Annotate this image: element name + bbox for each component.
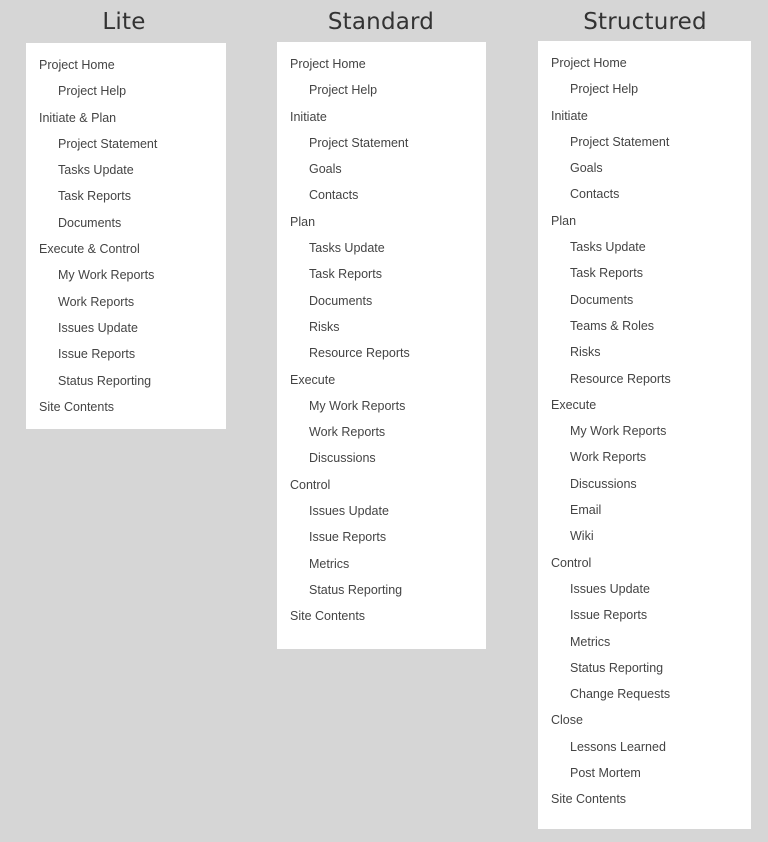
nav-link-structured-wiki[interactable]: Wiki <box>570 529 594 544</box>
nav-link-standard-task-reports[interactable]: Task Reports <box>309 267 382 282</box>
column-title-standard: Standard <box>327 9 435 35</box>
nav-link-lite-issues-update[interactable]: Issues Update <box>58 320 138 335</box>
nav-link-lite-work-reports[interactable]: Work Reports <box>58 294 135 309</box>
quick-launch-nav-structured <box>538 41 751 829</box>
nav-link-structured-discussions[interactable]: Discussions <box>570 476 637 491</box>
nav-link-standard-plan[interactable]: Plan <box>290 214 316 229</box>
nav-link-structured-status-reporting[interactable]: Status Reporting <box>570 660 664 675</box>
nav-link-structured-resource-reports[interactable]: Resource Reports <box>570 371 671 386</box>
nav-link-lite-site-contents[interactable]: Site Contents <box>39 399 115 414</box>
nav-link-structured-risks[interactable]: Risks <box>570 345 601 360</box>
nav-link-lite-issue-reports[interactable]: Issue Reports <box>58 347 136 362</box>
nav-link-standard-contacts[interactable]: Contacts <box>309 188 359 203</box>
nav-link-standard-execute[interactable]: Execute <box>290 372 336 387</box>
nav-link-lite-documents[interactable]: Documents <box>58 215 122 230</box>
nav-link-standard-project-help[interactable]: Project Help <box>309 83 378 98</box>
quick-launch-nav-lite <box>26 43 226 429</box>
nav-link-structured-post-mortem[interactable]: Post Mortem <box>570 766 641 781</box>
nav-link-lite-my-work-reports[interactable]: My Work Reports <box>58 268 155 283</box>
nav-link-standard-documents[interactable]: Documents <box>309 293 373 308</box>
nav-link-lite-task-reports[interactable]: Task Reports <box>58 189 131 204</box>
nav-link-structured-project-home[interactable]: Project Home <box>551 56 627 70</box>
nav-link-standard-resource-reports[interactable]: Resource Reports <box>309 346 410 361</box>
nav-link-structured-documents[interactable]: Documents <box>570 292 634 307</box>
nav-link-lite-initiate-and-plan[interactable]: Initiate & Plan <box>39 110 117 125</box>
nav-link-structured-email[interactable]: Email <box>570 503 602 518</box>
nav-link-lite-execute-and-control[interactable]: Execute & Control <box>39 242 140 257</box>
nav-link-standard-issue-reports[interactable]: Issue Reports <box>309 530 387 545</box>
nav-link-structured-contacts[interactable]: Contacts <box>570 187 620 202</box>
nav-link-standard-goals[interactable]: Goals <box>309 162 342 177</box>
nav-link-structured-site-contents[interactable]: Site Contents <box>551 792 627 807</box>
nav-link-structured-goals[interactable]: Goals <box>570 161 603 176</box>
nav-link-lite-status-reporting[interactable]: Status Reporting <box>58 373 152 388</box>
nav-link-lite-tasks-update[interactable]: Tasks Update <box>58 163 134 178</box>
nav-link-standard-discussions[interactable]: Discussions <box>309 451 376 466</box>
nav-link-structured-initiate[interactable]: Initiate <box>551 108 588 123</box>
nav-link-standard-tasks-update[interactable]: Tasks Update <box>309 241 385 256</box>
nav-link-structured-project-statement[interactable]: Project Statement <box>570 134 670 149</box>
nav-link-standard-my-work-reports[interactable]: My Work Reports <box>309 398 406 413</box>
nav-link-standard-initiate[interactable]: Initiate <box>290 109 327 124</box>
nav-link-structured-issues-update[interactable]: Issues Update <box>570 581 650 596</box>
nav-link-structured-close[interactable]: Close <box>551 713 583 728</box>
nav-link-standard-control[interactable]: Control <box>290 477 331 492</box>
nav-link-structured-issue-reports[interactable]: Issue Reports <box>570 608 648 623</box>
nav-link-structured-change-requests[interactable]: Change Requests <box>570 687 671 702</box>
nav-link-standard-issues-update[interactable]: Issues Update <box>309 504 389 519</box>
column-title-lite: Lite <box>102 9 146 35</box>
nav-link-standard-work-reports[interactable]: Work Reports <box>309 425 386 440</box>
column-title-structured: Structured <box>583 9 707 35</box>
nav-link-structured-work-reports[interactable]: Work Reports <box>570 450 647 465</box>
quick-launch-nav-standard <box>277 42 486 649</box>
nav-link-structured-tasks-update[interactable]: Tasks Update <box>570 240 646 255</box>
nav-link-structured-plan[interactable]: Plan <box>551 213 577 228</box>
nav-link-standard-status-reporting[interactable]: Status Reporting <box>309 582 403 597</box>
nav-link-structured-execute[interactable]: Execute <box>551 397 597 412</box>
nav-link-structured-metrics[interactable]: Metrics <box>570 634 611 649</box>
nav-link-standard-project-home[interactable]: Project Home <box>290 57 366 71</box>
nav-link-lite-project-help[interactable]: Project Help <box>58 84 127 99</box>
nav-link-structured-control[interactable]: Control <box>551 555 592 570</box>
nav-link-lite-project-home[interactable]: Project Home <box>39 58 115 72</box>
nav-link-standard-metrics[interactable]: Metrics <box>309 556 350 571</box>
nav-link-standard-site-contents[interactable]: Site Contents <box>290 609 366 624</box>
nav-link-lite-project-statement[interactable]: Project Statement <box>58 136 158 151</box>
nav-link-structured-teams-and-roles[interactable]: Teams & Roles <box>570 318 655 333</box>
nav-link-standard-project-statement[interactable]: Project Statement <box>309 135 409 150</box>
nav-link-structured-lessons-learned[interactable]: Lessons Learned <box>570 739 666 754</box>
nav-link-standard-risks[interactable]: Risks <box>309 319 340 334</box>
nav-link-structured-task-reports[interactable]: Task Reports <box>570 266 643 281</box>
nav-link-structured-my-work-reports[interactable]: My Work Reports <box>570 424 667 439</box>
nav-link-structured-project-help[interactable]: Project Help <box>570 82 639 97</box>
